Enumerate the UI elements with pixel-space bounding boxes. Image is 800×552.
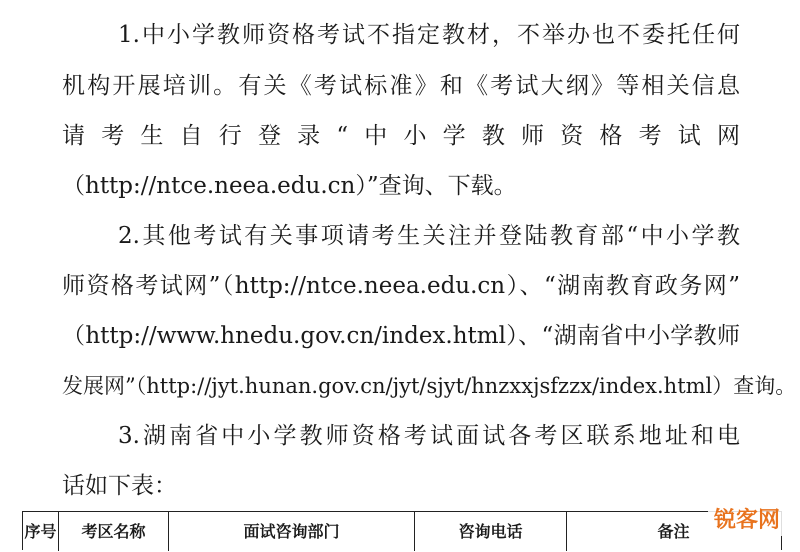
- paragraph-line-4: （http://ntce.neea.edu.cn）”查询、下载。: [62, 173, 517, 199]
- paragraph-line-10: 话如下表：: [62, 473, 177, 499]
- contact-table: [22, 511, 782, 550]
- paragraph-line-5: 2.其他考试有关事项请考生关注并登陆教育部“中小学教: [118, 223, 740, 249]
- table-header-phone: 咨询电话: [415, 512, 567, 551]
- paragraph-line-2: 机构开展培训。有关《考试标准》和《考试大纲》等相关信息: [62, 73, 740, 99]
- paragraph-line-8: 发展网”（http://jyt.hunan.gov.cn/jyt/sjyt/hnzxxjsfzzx/index.html）查询。: [62, 374, 797, 398]
- table-header-department: 面试咨询部门: [169, 512, 415, 551]
- watermark-logo: 锐客网: [708, 506, 786, 536]
- paragraph-line-1: 1.中小学教师资格考试不指定教材，不举办也不委托任何: [118, 22, 740, 48]
- table-header-index: 序号: [23, 512, 59, 551]
- paragraph-line-3: 请考生自行登录“中小学教师资格考试网: [62, 123, 740, 149]
- table-header-notes: 备注: [657, 522, 690, 541]
- paragraph-line-6: 师资格考试网”（http://ntce.neea.edu.cn）、“湖南教育政务网”: [62, 273, 740, 299]
- paragraph-line-9: 3.湖南省中小学教师资格考试面试各考区联系地址和电: [118, 423, 740, 449]
- paragraph-line-7: （http://www.hnedu.gov.cn/index.html）、“湖南省中小学教师: [62, 323, 740, 349]
- table-header-region: 考区名称: [59, 512, 169, 551]
